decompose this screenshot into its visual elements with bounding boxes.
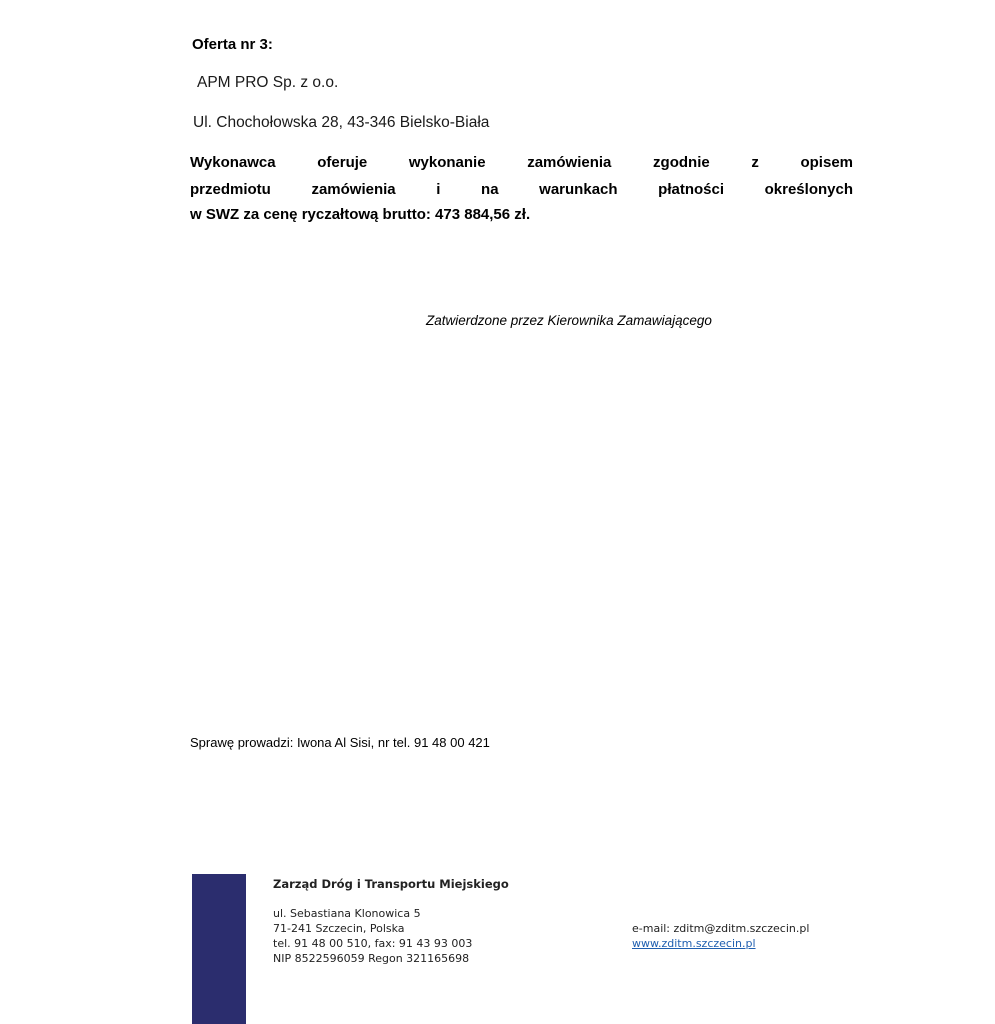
footer-website-link[interactable]: www.zditm.szczecin.pl (632, 937, 756, 950)
footer-org-name: Zarząd Dróg i Transportu Miejskiego (273, 877, 509, 891)
offer-text-line: w SWZ za cenę ryczałtową brutto: 473 884,56 zł. (190, 206, 531, 223)
footer-accent-bar (192, 874, 246, 1024)
footer-address-line: 71-241 Szczecin, Polska (273, 922, 405, 935)
offer-text-line: przedmiotu zamówienia i na warunkach płatności określonych (190, 181, 853, 198)
footer-address-line: tel. 91 48 00 510, fax: 91 43 93 003 (273, 937, 473, 950)
approval-note: Zatwierdzone przez Kierownika Zamawiającego (426, 313, 712, 328)
footer-address-line: ul. Sebastiana Klonowica 5 (273, 907, 421, 920)
footer-email: e-mail: zditm@zditm.szczecin.pl (632, 922, 810, 935)
footer-address-line: NIP 8522596059 Regon 321165698 (273, 952, 470, 965)
company-name: APM PRO Sp. z o.o. (197, 74, 339, 91)
offer-text-line: Wykonawca oferuje wykonanie zamówienia zgodnie z opisem (190, 154, 853, 171)
case-handler: Sprawę prowadzi: Iwona Al Sisi, nr tel. 91 48 00 421 (190, 735, 490, 750)
offer-title: Oferta nr 3: (192, 36, 273, 53)
company-address: Ul. Chochołowska 28, 43-346 Bielsko-Biała (193, 114, 490, 131)
